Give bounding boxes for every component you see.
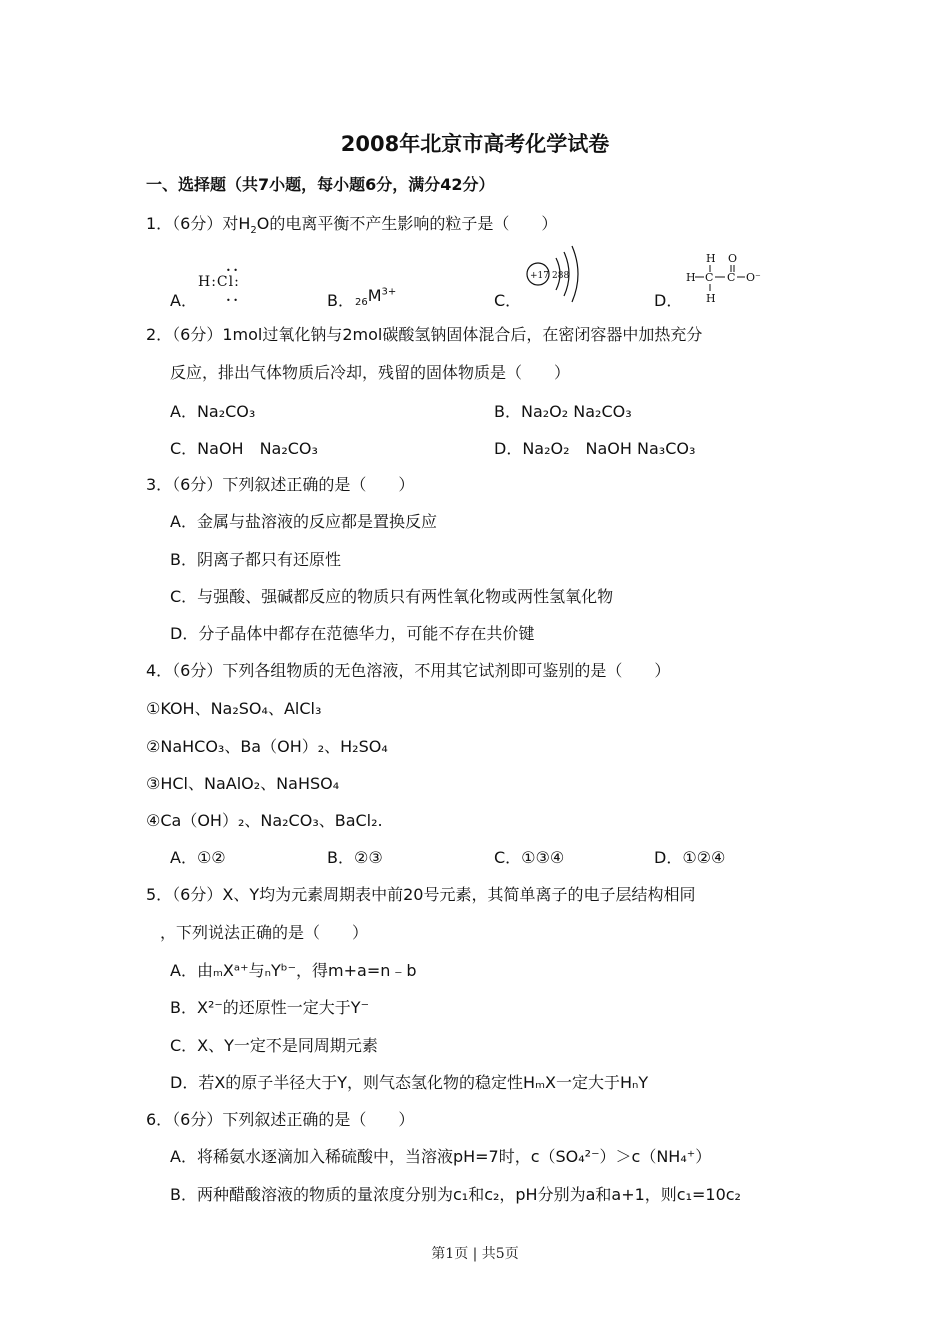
q1-stem-part: 1．（6分）对H: [146, 214, 251, 233]
q5-option-b: B．X²⁻的还原性一定大于Y⁻: [170, 998, 370, 1017]
q5-option-a: A．由ₘXᵃ⁺与ₙYᵇ⁻，得m+a=n﹣b: [170, 961, 417, 980]
q4-option-d: D．①②④: [654, 848, 726, 867]
q3-option-b: B．阴离子都只有还原性: [170, 550, 341, 569]
q2-option-b: B．Na₂O₂ Na₂CO₃: [494, 402, 632, 421]
page-footer: 第1页 | 共5页: [431, 1246, 519, 1262]
q1-option-d-label: D．: [654, 291, 683, 310]
electron-shells: 288: [552, 271, 570, 281]
q5-option-c: C．X、Y一定不是同周期元素: [170, 1036, 378, 1055]
q1-stem-sub: 2: [250, 225, 257, 237]
q1-option-a-label: A．: [170, 291, 197, 310]
c-first: C: [705, 271, 714, 284]
q6-option-b: B．两种醋酸溶液的物质的量浓度分别为c₁和c₂，pH分别为a和a+1，则c₁=10c₂: [170, 1185, 741, 1204]
electron-dots-top: • •: [226, 266, 238, 275]
q3-option-c: C．与强酸、强碱都反应的物质只有两性氧化物或两性氢氧化物: [170, 587, 614, 606]
q2-option-c: C．NaOH Na₂CO₃: [170, 439, 318, 458]
h-bottom: H: [706, 292, 716, 305]
c-second: C: [727, 271, 736, 284]
q4-item-2: ②NaHCO₃、Ba（OH）₂、H₂SO₄: [146, 737, 388, 756]
q1-option-b-ion: [355, 286, 396, 308]
q4-item-1: ①KOH、Na₂SO₄、AlCl₃: [146, 699, 322, 718]
question-6-stem: 6．（6分）下列叙述正确的是（ ）: [146, 1110, 415, 1129]
element-symbol: M: [367, 286, 382, 305]
question-2-line-1: 2．（6分）1mol过氧化钠与2mol碳酸氢钠固体混合后，在密闭容器中加热充分: [146, 325, 703, 344]
q4-item-3: ③HCl、NaAlO₂、NaHSO₄: [146, 774, 340, 793]
hcl-electron-formula: H:Cl:: [198, 274, 240, 290]
question-5-line-2: ，下列说法正确的是（ ）: [160, 923, 369, 942]
ion-charge: 3+: [381, 286, 397, 298]
h-left: H: [686, 271, 696, 284]
o-minus: O⁻: [746, 271, 761, 284]
q6-option-a: A．将稀氨水逐滴加入稀硫酸中，当溶液pH=7时，c（SO₄²⁻）＞c（NH₄⁺）: [170, 1147, 712, 1166]
question-1-stem: [146, 211, 557, 236]
section-heading: 一、选择题（共7小题，每小题6分，满分42分）: [146, 175, 495, 194]
q4-item-4: ④Ca（OH）₂、Na₂CO₃、BaCl₂.: [146, 811, 383, 830]
q1-option-c-label: C．: [494, 291, 522, 310]
question-4-stem: 4．（6分）下列各组物质的无色溶液，不用其它试剂即可鉴别的是（ ）: [146, 661, 671, 680]
q3-option-d: D．分子晶体中都存在范德华力，可能不存在共价键: [170, 624, 535, 643]
atomic-number: 26: [355, 297, 368, 309]
q1-stem-part-2: O的电离平衡不产生影响的粒子是（ ）: [256, 214, 558, 233]
electron-dots-bottom: • •: [226, 296, 238, 305]
question-5-line-1: 5．（6分）X、Y均为元素周期表中前20号元素，其简单离子的电子层结构相同: [146, 885, 696, 904]
q1-option-d-structural-formula: [682, 250, 768, 306]
nucleus-charge: +17: [530, 271, 549, 281]
q2-option-d: D．Na₂O₂ NaOH Na₃CO₃: [494, 439, 696, 458]
question-2-line-2: 反应，排出气体物质后冷却，残留的固体物质是（ ）: [170, 363, 571, 382]
q5-option-d: D．若X的原子半径大于Y，则气态氢化物的稳定性HₘX一定大于HₙY: [170, 1073, 649, 1092]
question-3-stem: 3．（6分）下列叙述正确的是（ ）: [146, 475, 415, 494]
q4-option-a: A．①②: [170, 848, 226, 867]
o-top: O: [728, 252, 738, 265]
q1-option-c-atom-diagram: [522, 244, 584, 306]
q2-option-a: A．Na₂CO₃: [170, 402, 256, 421]
q3-option-a: A．金属与盐溶液的反应都是置换反应: [170, 512, 437, 531]
q1-option-b-label: B．: [327, 291, 354, 310]
q1-option-a-formula: [198, 274, 240, 290]
q4-option-b: B．②③: [327, 848, 383, 867]
page-title: 2008年北京市高考化学试卷: [340, 132, 610, 156]
h-top: H: [706, 252, 716, 265]
q4-option-c: C．①③④: [494, 848, 565, 867]
